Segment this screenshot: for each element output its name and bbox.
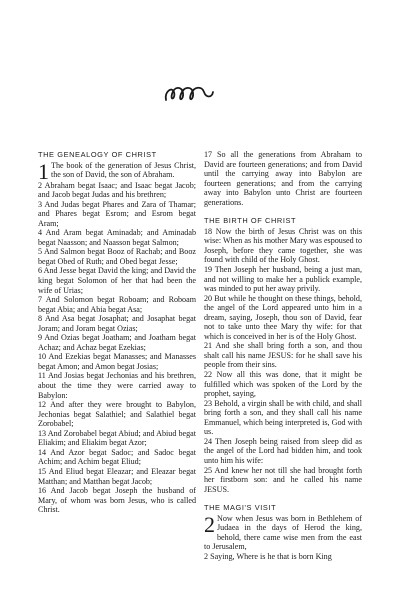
left-column (38, 150, 196, 515)
verse: 20 But while he thought on these things, behold, the angel of the Lord appeared unto him in a dream, saying, Joseph, thou son of David, fear not to take unto thee Mary thy wife: for that which is conceived in her is of the Holy Ghost. (204, 293, 362, 341)
verse-ch2-1 (204, 511, 362, 552)
verse: 25 And knew her not till she had brought forth her firstborn son: and he called his name JESUS. (204, 465, 362, 494)
chapter-number: 1 (38, 158, 49, 184)
verse: 22 Now all this was done, that it might be fulfilled which was spoken of the Lord by the prophet, saying, (204, 370, 362, 399)
verse: 21 And she shall bring forth a son, and thou shalt call his name JESUS: for he shall save his people from their sins. (204, 341, 362, 370)
flourish-ornament-icon (162, 82, 216, 106)
verse: 4 And Aram begat Aminadab; and Aminadab begat Naasson; and Naasson begat Salmon; (38, 228, 196, 247)
verse: 6 And Jesse begat David the king; and David the king begat Solomon of her that had been the wife of Urias; (38, 266, 196, 295)
verse-1 (38, 158, 196, 184)
verse: 9 And Ozias begat Joatham; and Joatham begat Achaz; and Achaz begat Ezekias; (38, 333, 196, 352)
verse: 10 And Ezekias begat Manasses; and Manasses begat Amon; and Amon begat Josias; (38, 352, 196, 371)
verse: 13 And Zorobabel begat Abiud; and Abiud begat Eliakim; and Eliakim begat Azor; (38, 428, 196, 448)
right-column (204, 150, 362, 561)
birth-heading: THE BIRTH OF CHRIST (204, 216, 297, 226)
chapter-number: 2 (204, 511, 215, 537)
verse: 3 And Judas begat Phares and Zara of Thamar; and Phares begat Esrom; and Esrom begat Aram; (38, 199, 196, 228)
verse: 2 Abraham begat Isaac; and Isaac begat Jacob; and Jacob begat Judas and his brethren; (38, 180, 196, 200)
verse: 23 Behold, a virgin shall be with child, and shall bring forth a son, and they shall call his name Emmanuel, which being interpreted is, God with us. (204, 398, 362, 437)
verse: 2 Saying, Where is he that is born King (204, 551, 332, 561)
verse: 8 And Asa begat Josaphat; and Josaphat begat Joram; and Joram begat Ozias; (38, 314, 196, 333)
verse: 18 Now the birth of Jesus Christ was on this wise: When as his mother Mary was espoused to Joseph, before they came together, she was found with child of the Holy Ghost. (204, 226, 362, 265)
verse: 5 And Salmon begat Booz of Rachab; and Booz begat Obed of Ruth; and Obed begat Jesse; (38, 247, 196, 266)
verse: 14 And Azor begat Sadoc; and Sadoc begat Achim; and Achim begat Eliud; (38, 447, 196, 467)
magi-heading: THE MAGI'S VISIT (204, 503, 277, 513)
verse-text: The book of the generation of Jesus Christ, the son of David, the son of Abraham. (51, 160, 196, 180)
verse: 11 And Josias begat Jechonias and his brethren, about the time they were carried away to Babylon: (38, 371, 196, 400)
verse: 19 Then Joseph her husband, being a just man, and not willing to make her a publick example, was minded to put her away privily. (204, 265, 362, 294)
verse-text: Now when Jesus was born in Bethlehem of Judaea in the days of Herod the king, behold, there came wise men from the east to Jerusalem, (204, 513, 362, 552)
verse: 17 So all the generations from Abraham to David are fourteen generations; and from David until the carrying away into Babylon are fourteen generations; and from the carrying away into Babylon unto Christ are fourteen generations. (204, 150, 362, 207)
verse: 15 And Eliud begat Eleazar; and Eleazar begat Matthan; and Matthan begat Jacob; (38, 466, 196, 486)
genealogy-heading: THE GENEALOGY OF CHRIST (38, 150, 157, 159)
verse: 7 And Solomon begat Roboam; and Roboam begat Abia; and Abia begat Asa; (38, 295, 196, 314)
verse: 16 And Jacob begat Joseph the husband of Mary, of whom was born Jesus, who is called Christ. (38, 486, 196, 515)
verse: 12 And after they were brought to Babylon, Jechonias begat Salathiel; and Salathiel begat Zorobabel; (38, 400, 196, 429)
verse: 24 Then Joseph being raised from sleep did as the angel of the Lord had bidden him, and took unto him his wife: (204, 436, 362, 465)
